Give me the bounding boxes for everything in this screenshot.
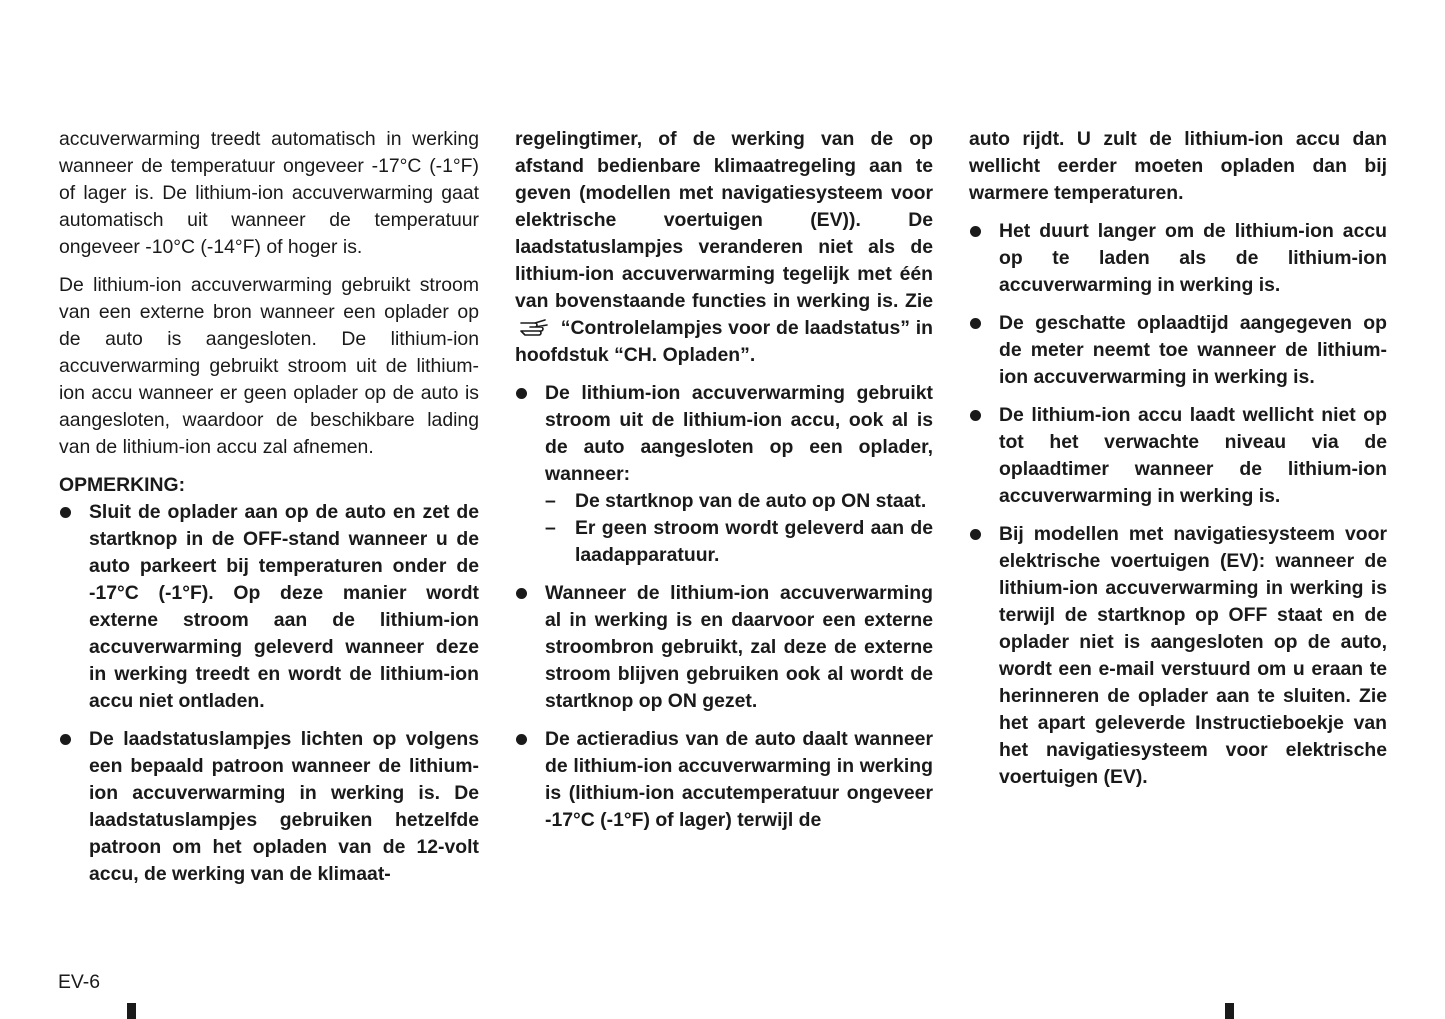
bullet-list-middle bbox=[515, 380, 933, 834]
bullet-item-email-notice: Bij modellen met navigatiesysteem voor elektrische voertuigen (EV): wanneer de lithium-ion accuverwarming in werking is terwijl de startknop op OFF staat en de oplader niet is aangesloten op de auto, wordt een e-mail verstuurd om u eraan te herinneren de oplader aan te sluiten. Zie het apart geleverde Instructieboekje van het navigatiesysteem voor elektrische voertuigen (EV). bbox=[969, 521, 1387, 791]
column-middle bbox=[515, 126, 933, 845]
bullet-text: De lithium-ion accuverwarming gebruikt stroom uit de lithium-ion accu, ook al is de auto aangesloten op een oplader, wanneer: bbox=[545, 382, 933, 485]
column-left bbox=[59, 126, 479, 899]
continued-text: regelingtimer, of de werking van de op afstand bedienbare klimaatregeling aan te geven (modellen met navigatiesysteem voor elektrische voertuigen (EV)). De laadstatuslampjes veranderen niet als de lithium-ion accuverwarming tegelijk met één van bovenstaande functies in werking is. Zie bbox=[515, 128, 933, 312]
bullet-item-timer-level: De lithium-ion accu laadt wellicht niet op tot het verwachte niveau via de oplaadtimer wanneer de lithium-ion accuverwarming in werking is. bbox=[969, 402, 1387, 510]
bullet-item-estimated-time: De geschatte oplaadtijd aangegeven op de meter neemt toe wanneer de lithium-ion accuverwarming in werking is. bbox=[969, 310, 1387, 391]
bullet-list-right bbox=[969, 218, 1387, 791]
dash-item: – De startknop van de auto op ON staat. bbox=[545, 488, 933, 515]
paragraph-heater-activation: accuverwarming treedt automatisch in werking wanneer de temperatuur ongeveer -17°C (-1°F) of lager is. De lithium-ion accuverwarming gaat automatisch uit wanneer de temperatuur ongeveer -10°C (-14°F) of hoger is. bbox=[59, 128, 479, 258]
note-heading: OPMERKING: bbox=[59, 474, 186, 496]
continued-paragraph bbox=[515, 126, 933, 369]
bullet-item-external-power: Wanneer de lithium-ion accuverwarming al in werking is en daarvoor een externe stroombron gebruikt, zal deze de externe stroom blijven gebruiken ook al wordt de startknop op ON gezet. bbox=[515, 580, 933, 715]
note-bullet-item: Sluit de oplader aan op de auto en zet de startknop in de OFF-stand wanneer u de auto parkeert bij temperaturen onder de -17°C (-1°F). Op deze manier wordt externe stroom aan de lithium-ion accuverwarming geleverd wanneer deze in werking treedt en wordt de lithium-ion accu niet ontladen. bbox=[59, 499, 479, 715]
dash-item: – Er geen stroom wordt geleverd aan de laadapparatuur. bbox=[545, 515, 933, 569]
column-right bbox=[969, 126, 1387, 802]
page-number: EV-6 bbox=[58, 971, 101, 993]
bullet-item-power-from-accu bbox=[515, 380, 933, 569]
note-bullet-list bbox=[59, 499, 479, 888]
continued-paragraph-right: auto rijdt. U zult de lithium-ion accu dan wellicht eerder moeten opladen dan bij warmere temperaturen. bbox=[969, 128, 1387, 204]
crop-mark-right bbox=[1225, 1003, 1234, 1019]
pointing-hand-icon bbox=[519, 317, 549, 337]
bullet-item-range-drop: De actieradius van de auto daalt wanneer de lithium-ion accuverwarming in werking is (lithium-ion accutemperatuur ongeveer -17°C (-1°F) of lager) terwijl de bbox=[515, 726, 933, 834]
bullet-item-charge-time: Het duurt langer om de lithium-ion accu op te laden als de lithium-ion accuverwarming in werking is. bbox=[969, 218, 1387, 299]
dash-list bbox=[545, 488, 933, 569]
note-bullet-item: De laadstatuslampjes lichten op volgens een bepaald patroon wanneer de lithium-ion accuverwarming in werking is. De laadstatuslampjes gebruiken hetzelfde patroon om het opladen van de 12-volt accu, de werking van de klimaat- bbox=[59, 726, 479, 888]
paragraph-power-source: De lithium-ion accuverwarming gebruikt stroom van een externe bron wanneer een oplader op de auto is aangesloten. De lithium-ion accuverwarming gebruikt stroom uit de lithium-ion accu wanneer er geen oplader op de auto is aangesloten, waardoor de beschikbare lading van de lithium-ion accu zal afnemen. bbox=[59, 274, 479, 458]
cross-reference-link: “Controlelampjes voor de laadstatus” in hoofdstuk “CH. Opladen”. bbox=[515, 317, 933, 366]
crop-mark-left bbox=[127, 1003, 136, 1019]
